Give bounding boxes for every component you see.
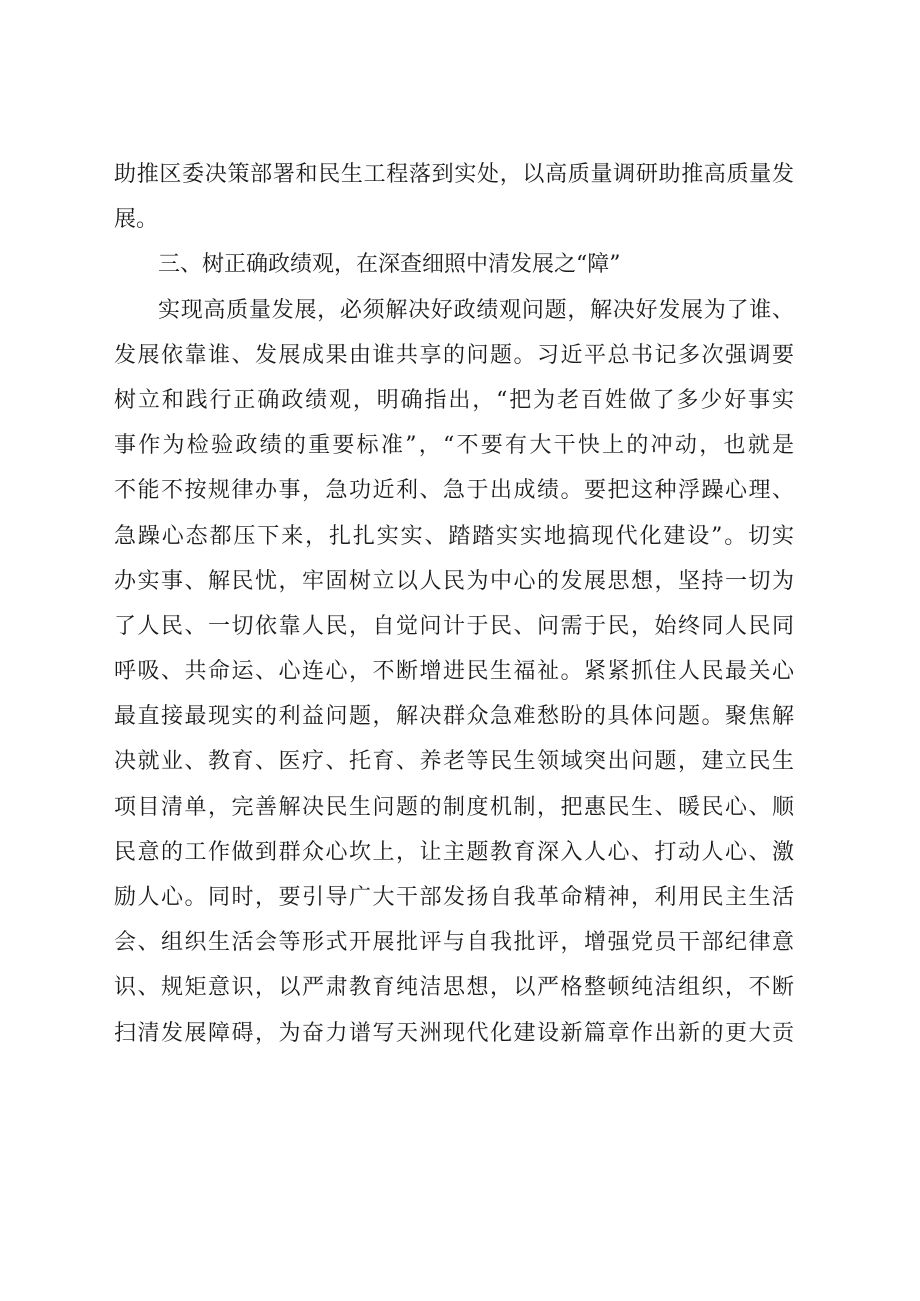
text-line: 会、组织生活会等形式开展批评与自我批评，增强党员干部纪律意 [114,930,794,956]
text-line: 识、规矩意识，以严肃教育纯洁思想，以严格整顿纯洁组织，不断 [114,975,794,1001]
text-line: 展。 [114,207,159,233]
text-line: 最直接最现实的利益问题，解决群众急难愁盼的具体问题。聚焦解 [114,704,794,730]
text-line: 发展依靠谁、发展成果由谁共享的问题。习近平总书记多次强调要 [114,342,794,368]
text-line: 扫清发展障碍，为奋力谱写天洲现代化建设新篇章作出新的更大贡 [114,1020,794,1046]
text-line: 民意的工作做到群众心坎上，让主题教育深入人心、打动人心、激 [114,839,794,865]
section-heading: 三、树正确政绩观，在深查细照中清发展之“障” [158,252,621,278]
text-line: 决就业、教育、医疗、托育、养老等民生领域突出问题，建立民生 [114,749,794,775]
text-line: 项目清单，完善解决民生问题的制度机制，把惠民生、暖民心、顺 [114,794,794,820]
body-text [114,152,794,1056]
text-line: 呼吸、共命运、心连心，不断增进民生福祉。紧紧抓住人民最关心 [114,659,794,685]
text-line: 办实事、解民忧，牢固树立以人民为中心的发展思想，坚持一切为 [114,568,794,594]
text-line: 树立和践行正确政绩观，明确指出，“把为老百姓做了多少好事实 [114,387,794,413]
text-line: 助推区委决策部署和民生工程落到实处，以高质量调研助推高质量发 [114,162,794,187]
text-line: 实现高质量发展，必须解决好政绩观问题，解决好发展为了谁、 [158,297,794,323]
text-line: 励人心。同时，要引导广大干部发扬自我革命精神，利用民主生活 [114,885,794,910]
text-line: 急躁心态都压下来，扎扎实实、踏踏实实地搞现代化建设”。切实 [114,523,794,549]
text-line: 不能不按规律办事，急功近利、急于出成绩。要把这种浮躁心理、 [114,478,794,504]
text-line: 了人民、一切依靠人民，自觉问计于民、问需于民，始终同人民同 [114,613,794,639]
text-line: 事作为检验政绩的重要标准”，“不要有大干快上的冲动，也就是 [114,433,794,459]
